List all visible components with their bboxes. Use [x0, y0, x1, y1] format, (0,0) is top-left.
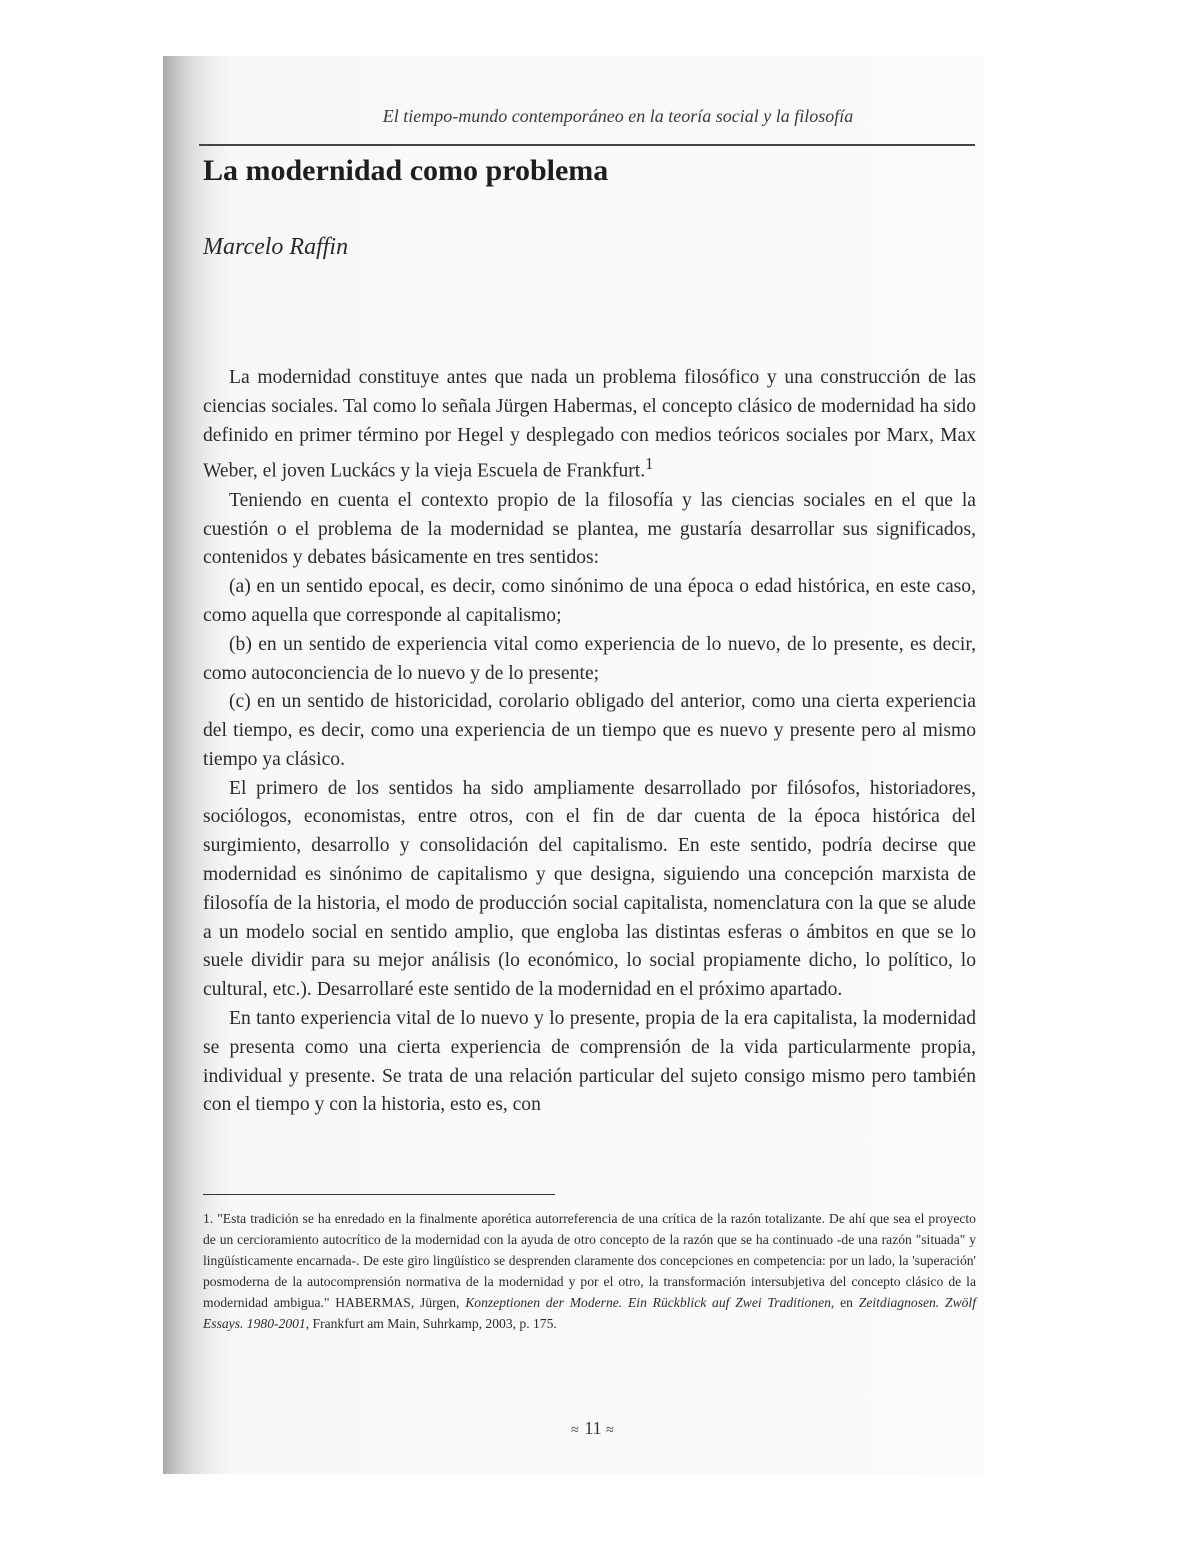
paragraph-text: La modernidad constituye antes que nada un problema filosófico y una construcción de las ciencias sociales. Tal como lo señala Jürgen Habermas, el concepto clásico de modernidad ha sido definido en primer término por Hegel y desplegado con medios teóricos sociales por Marx, Max Weber, el joven Luckács y la vieja Escuela de Frankfurt.	[203, 367, 976, 482]
paragraph	[203, 364, 976, 487]
author-name: Marcelo Raffin	[203, 234, 349, 260]
ornament-right: ≈	[606, 1423, 615, 1438]
paragraph: (b) en un sentido de experiencia vital como experiencia de lo nuevo, de lo presente, es decir, como autoconciencia de lo nuevo y de lo presente;	[203, 633, 976, 684]
paragraph: En tanto experiencia vital de lo nuevo y lo presente, propia de la era capitalista, la modernidad se presenta como una cierta experiencia de comprensión de la vida particularmente propia, individual y presente. Se trata de una relación particular del sujeto consigo mismo pero también con el tiempo y con la historia, esto es, con	[203, 1008, 976, 1116]
footnote	[203, 1208, 976, 1334]
paragraph: Teniendo en cuenta el contexto propio de la filosofía y las ciencias sociales en el que la cuestión o el problema de la modernidad se plantea, me gustaría desarrollar sus significados, contenidos y debates básicamente en tres sentidos:	[203, 489, 976, 569]
footnote-rule	[203, 1194, 555, 1195]
body-text	[203, 364, 976, 1120]
paragraph: (c) en un sentido de historicidad, corolario obligado del anterior, como una cierta experiencia del tiempo, es decir, como una experiencia de un tiempo que es nuevo y presente pero al mismo tiempo ya clásico.	[203, 691, 976, 770]
footnote-number: 1.	[203, 1211, 214, 1226]
footnote-marker: 1	[645, 454, 654, 474]
footnote-collection: Zeitdiagnosen. Zwölf Essays. 1980-2001	[203, 1295, 976, 1331]
scanned-page	[163, 56, 985, 1474]
footnote-publication: , Frankfurt am Main, Suhrkamp, 2003, p. 175.	[305, 1316, 557, 1331]
footnote-work-title: Konzeptionen der Moderne. Ein Rückblick auf Zwei Traditionen	[465, 1295, 831, 1310]
page-number	[533, 1418, 653, 1439]
page-number-text: 11	[584, 1418, 602, 1438]
footnote-text: "Esta tradición se ha enredado en la finalmente aporética autorreferencia de una crítica de la razón totalizante. De ahí que sea el proyecto de un cercioramiento autocrítico de la modernidad con la ayuda de otro concepto de la razón que se ha continuado -de una razón "situada" y lingüísticamente encarnada-. De este giro lingüístico se desprenden claramente dos concepciones en competencia: por un lado, la 'superación' posmoderna de la autocomprensión normativa de la modernidad y por el otro, la transformación intersubjetiva del concepto clásico de la modernidad ambigua." HABERMAS, Jürgen,	[203, 1211, 976, 1310]
paragraph: El primero de los sentidos ha sido ampliamente desarrollado por filósofos, historiadores, sociólogos, economistas, entre otros, con el fin de dar cuenta de la época histórica del surgimiento, desarrollo y consolidación del capitalismo. En este sentido, podría decirse que modernidad es sinónimo de capitalismo y que designa, siguiendo una concepción marxista de filosofía de la historia, el modo de producción social capitalista, nomenclatura con la que se alude a un modelo social en sentido amplio, que engloba las distintas esferas o ámbitos en que se lo suele dividir para su mejor análisis (lo económico, lo social propiamente dicho, lo político, lo cultural, etc.). Desarrollaré este sentido de la modernidad en el próximo apartado.	[203, 777, 976, 1001]
footnote-in: , en	[830, 1295, 853, 1310]
running-head: El tiempo-mundo contemporáneo en la teoría social y la filosofía	[382, 106, 854, 126]
paragraph: (a) en un sentido epocal, es decir, como sinónimo de una época o edad histórica, en este caso, como aquella que corresponde al capitalismo;	[203, 576, 976, 626]
chapter-title: La modernidad como problema	[203, 154, 609, 187]
header-rule	[199, 144, 975, 146]
ornament-left: ≈	[571, 1423, 580, 1438]
